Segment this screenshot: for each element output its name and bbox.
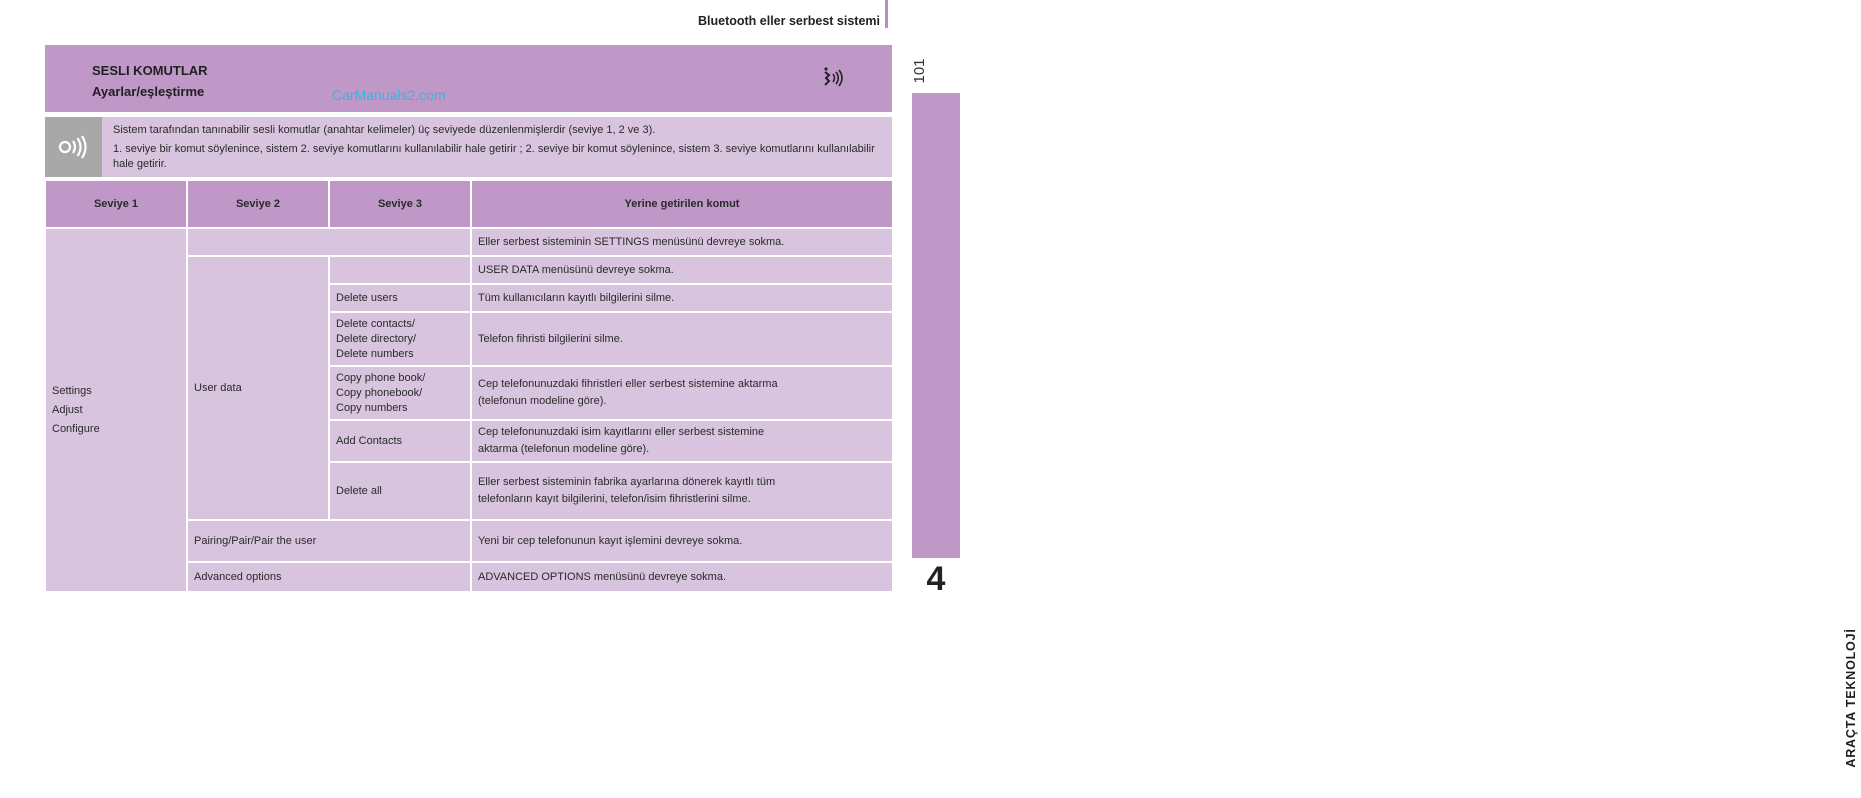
command-delete-users: Tüm kullanıcıların kayıtlı bilgilerini silme. — [471, 284, 893, 312]
intro-paragraph-2: 1. seviye bir komut söylenince, sistem 2. seviye komutlarını kullanılabilir hale getirir ; 2. seviye bir komut söylenince, sistem 3. seviye komutlarını kullanılabilir hale getirir. — [113, 143, 875, 170]
level3-line: Delete directory/ — [336, 332, 417, 345]
header-seviye-3: Seviye 3 — [329, 180, 471, 228]
level1-item: Settings — [52, 384, 92, 397]
watermark-text: CarManuals2.com — [332, 87, 446, 103]
command-line: Cep telefonunuzdaki isim kayıtlarını eller serbest sistemine — [478, 426, 765, 438]
level3-empty — [329, 256, 471, 284]
header-command: Yerine getirilen komut — [471, 180, 893, 228]
command-user-data: USER DATA menüsünü devreye sokma. — [471, 256, 893, 284]
command-advanced: ADVANCED OPTIONS menüsünü devreye sokma. — [471, 562, 893, 592]
level3-line: Delete contacts/ — [336, 317, 415, 330]
speaker-waves-icon — [59, 135, 89, 159]
level1-empty-span — [187, 228, 471, 256]
level1-item: Adjust — [52, 403, 83, 416]
level3-delete-users: Delete users — [329, 284, 471, 312]
voice-command-icon — [820, 65, 846, 91]
chapter-number: 4 — [926, 560, 946, 598]
command-line: aktarma (telefonun modeline göre). — [478, 443, 650, 455]
section-title: SESLI KOMUTLAR — [92, 63, 208, 78]
command-add-contacts — [471, 420, 893, 462]
header-divider — [885, 0, 888, 28]
section-subtitle: Ayarlar/eşleştirme — [92, 84, 205, 99]
section-banner — [45, 45, 892, 112]
page-number: 101 — [911, 58, 928, 84]
intro-text — [113, 123, 881, 176]
header-seviye-1: Seviye 1 — [45, 180, 187, 228]
level3-copy — [329, 366, 471, 420]
level3-add-contacts: Add Contacts — [329, 420, 471, 462]
header-seviye-2: Seviye 2 — [187, 180, 329, 228]
command-line: Eller serbest sisteminin fabrika ayarlarına dönerek kayıtlı tüm — [478, 476, 776, 488]
command-line: Cep telefonunuzdaki fihristleri eller serbest sistemine aktarma — [478, 378, 778, 390]
level1-item: Configure — [52, 422, 100, 435]
level1-settings — [45, 228, 187, 592]
level3-delete-all: Delete all — [329, 462, 471, 520]
page-header-title: Bluetooth eller serbest sistemi — [697, 14, 880, 28]
intro-box — [45, 117, 892, 177]
level3-line: Copy numbers — [336, 401, 408, 414]
command-delete-contacts: Telefon fihristi bilgilerini silme. — [471, 312, 893, 366]
intro-paragraph-1: Sistem tarafından tanınabilir sesli komutlar (anahtar kelimeler) üç seviyede düzenlenmişlerdir (seviye 1, 2 ve 3). — [113, 124, 656, 136]
command-pairing: Yeni bir cep telefonunun kayıt işlemini devreye sokma. — [471, 520, 893, 562]
chapter-side-label: ARAÇTA TEKNOLOJİ — [1844, 628, 1858, 768]
level2-pairing: Pairing/Pair/Pair the user — [187, 520, 471, 562]
level2-advanced: Advanced options — [187, 562, 471, 592]
chapter-side-tab — [912, 93, 960, 558]
intro-icon-box — [45, 117, 102, 177]
command-delete-all — [471, 462, 893, 520]
command-line: (telefonun modeline göre). — [478, 395, 607, 407]
level3-line: Copy phonebook/ — [336, 386, 423, 399]
command-line: telefonların kayıt bilgilerini, telefon/isim fihristlerini silme. — [478, 493, 751, 505]
level3-delete-contacts — [329, 312, 471, 366]
level2-user-data: User data — [187, 256, 329, 520]
level3-line: Delete numbers — [336, 347, 414, 360]
command-settings: Eller serbest sisteminin SETTINGS menüsünü devreye sokma. — [471, 228, 893, 256]
command-copy — [471, 366, 893, 420]
level3-line: Copy phone book/ — [336, 371, 426, 384]
